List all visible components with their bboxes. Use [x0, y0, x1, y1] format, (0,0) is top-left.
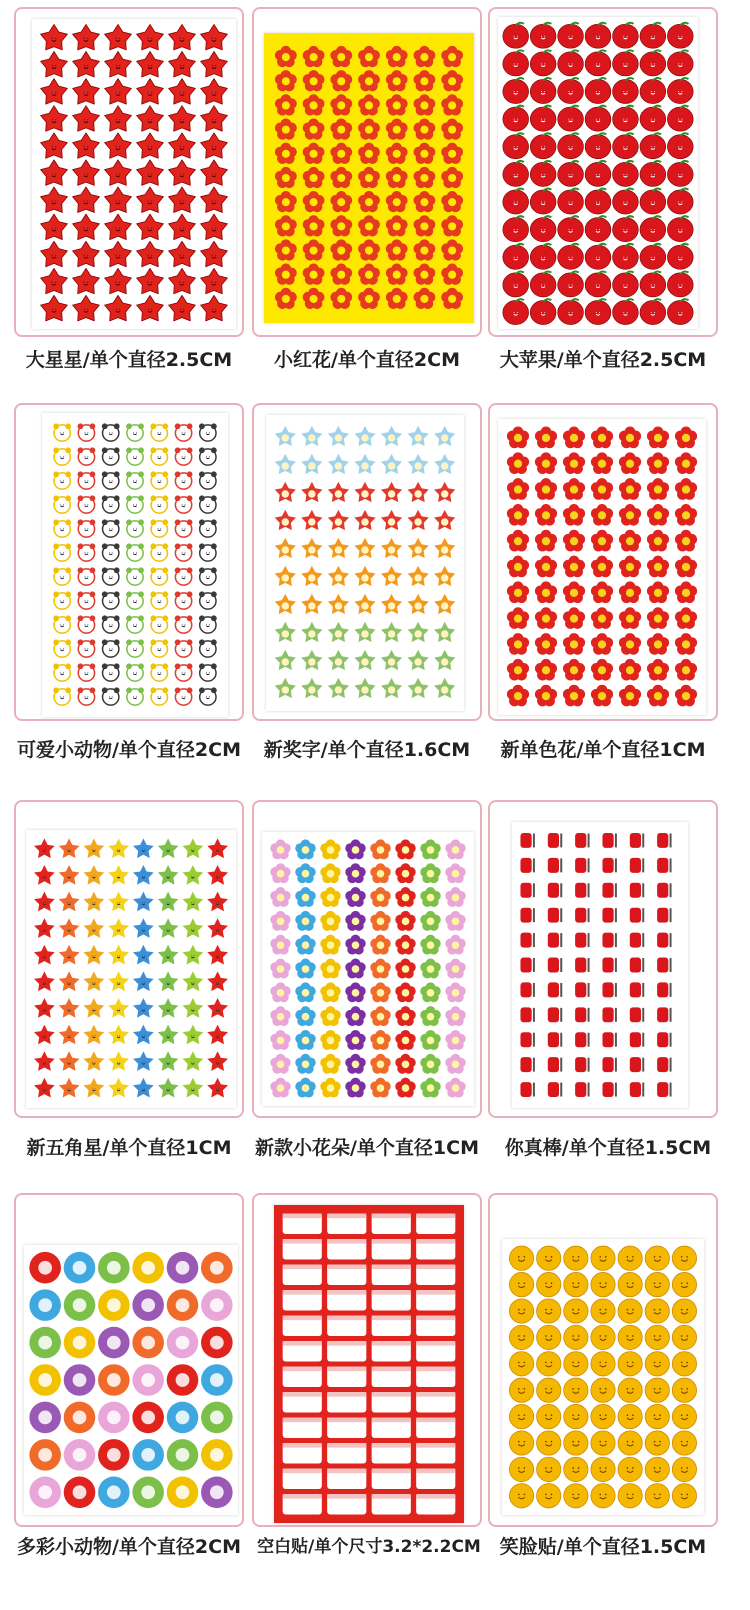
sticker-sheet-graphic	[42, 413, 228, 717]
sticker-sheet-image	[512, 822, 688, 1108]
product-card-you-are-great[interactable]	[488, 800, 718, 1118]
product-caption: 新款小花朵/单个直径1CM	[254, 1137, 479, 1159]
product-caption: 新五角星/单个直径1CM	[26, 1137, 232, 1159]
product-card-blank-labels[interactable]	[252, 1193, 482, 1527]
sticker-sheet-graphic	[512, 822, 688, 1108]
product-card-small-red-flowers[interactable]	[252, 7, 482, 337]
product-caption: 你真棒/单个直径1.5CM	[504, 1137, 712, 1159]
sticker-sheet-graphic	[26, 830, 236, 1108]
product-card-mono-flowers[interactable]	[488, 403, 718, 721]
sticker-sheet-image	[24, 1245, 238, 1515]
product-card-big-stars[interactable]	[14, 7, 244, 337]
sticker-sheet-image	[274, 1205, 464, 1523]
product-caption: 可爱小动物/单个直径2CM	[16, 739, 241, 761]
sticker-sheet-image	[262, 832, 474, 1106]
product-caption: 笑脸贴/单个直径1.5CM	[499, 1536, 707, 1558]
sticker-sheet-graphic	[502, 1239, 704, 1515]
sticker-sheet-image	[264, 33, 474, 323]
sticker-sheet-image	[32, 19, 236, 329]
sticker-sheet-image	[498, 17, 698, 329]
sticker-sheet-image	[502, 1239, 704, 1515]
product-caption: 大星星/单个直径2.5CM	[25, 349, 233, 371]
sticker-sheet-graphic	[32, 19, 236, 329]
product-card-color-flowers[interactable]	[252, 800, 482, 1118]
sticker-sheet-graphic	[498, 419, 706, 715]
product-card-colorful-animals[interactable]	[14, 1193, 244, 1527]
product-caption: 新奖字/单个直径1.6CM	[263, 739, 471, 761]
product-card-award-stars[interactable]	[252, 403, 482, 721]
product-card-big-apples[interactable]	[488, 7, 718, 337]
sticker-sheet-graphic	[24, 1245, 238, 1515]
product-caption: 空白贴/单个尺寸3.2*2.2CM	[257, 1537, 481, 1557]
sticker-sheet-image	[26, 830, 236, 1108]
sticker-sheet-graphic	[498, 17, 698, 329]
product-card-smiley-faces[interactable]	[488, 1193, 718, 1527]
product-card-cute-animals[interactable]	[14, 403, 244, 721]
sticker-sheet-graphic	[264, 33, 474, 323]
product-caption: 多彩小动物/单个直径2CM	[16, 1536, 241, 1558]
sticker-sheet-image	[266, 415, 464, 711]
product-card-five-stars[interactable]	[14, 800, 244, 1118]
sticker-sheet-image	[42, 413, 228, 717]
sticker-sheet-image	[498, 419, 706, 715]
sticker-sheet-graphic	[262, 832, 474, 1106]
product-caption: 小红花/单个直径2CM	[273, 349, 460, 371]
product-caption: 新单色花/单个直径1CM	[500, 739, 706, 761]
product-caption: 大苹果/单个直径2.5CM	[499, 349, 707, 371]
sticker-sheet-graphic	[274, 1205, 464, 1523]
sticker-sheet-graphic	[266, 415, 464, 711]
